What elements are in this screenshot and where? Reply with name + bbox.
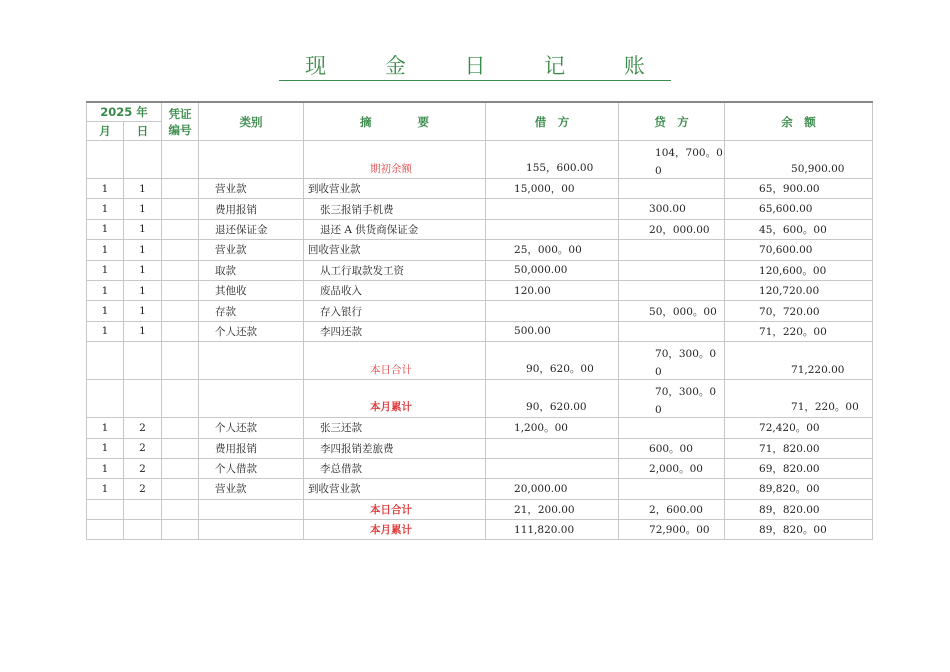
cell-month: 1 [87,301,124,321]
cell-debit: 90，620.00 [486,380,619,418]
cell-balance: 89，820。00 [725,520,873,540]
cell-category: 营业款 [199,240,304,260]
cell-summary: 本日合计 [304,342,486,380]
cell-debit: 120.00 [486,280,619,300]
cell-month: 1 [87,479,124,499]
cell-balance: 65,600.00 [725,199,873,219]
cell-summary: 到收营业款 [304,479,486,499]
cell-voucher [162,418,199,438]
cell-voucher [162,499,199,519]
cell-debit: 1,200。00 [486,418,619,438]
cell-month [87,342,124,380]
cell-category: 个人借款 [199,458,304,478]
cell-category [199,499,304,519]
cell-category [199,380,304,418]
cell-category: 营业款 [199,179,304,199]
credit-line-1: 70，300。0 [655,386,717,399]
cell-month [87,499,124,519]
cell-balance: 70,600.00 [725,240,873,260]
cell-debit [486,199,619,219]
cell-day: 1 [124,199,162,219]
cell-summary: 李四还款 [304,321,486,341]
cell-summary: 回收营业款 [304,240,486,260]
cell-debit [486,219,619,239]
table-row [87,240,873,260]
cell-credit: 600。00 [619,438,725,458]
table-row [87,458,873,478]
cell-category: 取款 [199,260,304,280]
cell-balance: 50,900.00 [725,141,873,179]
cell-voucher [162,301,199,321]
cell-month [87,380,124,418]
cell-month: 1 [87,438,124,458]
table-row [87,499,873,519]
cell-month [87,141,124,179]
cell-category: 个人还款 [199,418,304,438]
cell-day [124,380,162,418]
cell-month: 1 [87,260,124,280]
table-row [87,380,873,418]
cell-credit: 72,900。00 [619,520,725,540]
table-row [87,179,873,199]
table-row [87,260,873,280]
table-row [87,199,873,219]
cell-day: 1 [124,240,162,260]
cell-voucher [162,199,199,219]
cell-day: 1 [124,280,162,300]
cell-voucher [162,438,199,458]
cell-balance: 71,220.00 [725,342,873,380]
table-row [87,418,873,438]
cell-voucher [162,141,199,179]
table-row [87,342,873,380]
table-row [87,321,873,341]
cell-summary: 张三还款 [304,418,486,438]
cell-balance: 45，600。00 [725,219,873,239]
cell-credit [619,280,725,300]
cell-voucher [162,179,199,199]
cell-day: 1 [124,179,162,199]
cell-balance: 70，720.00 [725,301,873,321]
cell-credit [619,321,725,341]
credit-line-2: 0 [655,165,662,177]
cell-day [124,342,162,380]
cell-category: 退还保证金 [199,219,304,239]
cell-credit: 2,000。00 [619,458,725,478]
cell-balance: 89,820。00 [725,479,873,499]
cell-summary: 废品收入 [304,280,486,300]
cell-debit [486,458,619,478]
cell-category: 存款 [199,301,304,321]
cell-credit [619,179,725,199]
table-row [87,141,873,179]
cell-day: 1 [124,321,162,341]
cell-day [124,499,162,519]
cell-voucher [162,260,199,280]
cell-balance: 65，900.00 [725,179,873,199]
cell-summary: 退还 A 供货商保证金 [304,219,486,239]
table-row [87,280,873,300]
cell-summary: 存入银行 [304,301,486,321]
table-row [87,301,873,321]
header-credit: 贷 方 [619,102,725,141]
cell-balance: 71，220。00 [725,380,873,418]
cell-day [124,141,162,179]
table-row [87,520,873,540]
cell-month: 1 [87,240,124,260]
cell-month: 1 [87,199,124,219]
cell-voucher [162,479,199,499]
cell-balance: 71，820.00 [725,438,873,458]
cell-voucher [162,520,199,540]
cell-debit: 111,820.00 [486,520,619,540]
credit-line-1: 70，300。0 [655,348,717,361]
cell-credit [619,260,725,280]
cell-voucher [162,219,199,239]
cell-category: 费用报销 [199,438,304,458]
header-year: 2025 年 [87,102,162,122]
cell-debit: 90，620。00 [486,342,619,380]
header-debit: 借 方 [486,102,619,141]
cell-balance: 89，820.00 [725,499,873,519]
cash-journal-table [86,101,873,540]
cell-day: 1 [124,301,162,321]
cell-category: 其他收 [199,280,304,300]
cell-credit: 300.00 [619,199,725,219]
cell-month: 1 [87,321,124,341]
cell-day: 1 [124,219,162,239]
page-title: 现 金 日 记 账 [0,50,950,80]
header-day: 日 [124,122,162,141]
table-row [87,479,873,499]
cell-voucher [162,380,199,418]
cell-summary: 期初余额 [304,141,486,179]
credit-line-2: 0 [655,404,662,417]
cell-voucher [162,240,199,260]
cell-voucher [162,280,199,300]
cell-summary: 本月累计 [304,380,486,418]
cell-debit: 21，200.00 [486,499,619,519]
cell-credit [619,240,725,260]
cell-summary: 李四报销差旅费 [304,438,486,458]
credit-line-2: 0 [655,366,662,379]
header-voucher: 凭证 编号 [162,102,199,141]
cell-day: 2 [124,479,162,499]
cell-credit [619,380,725,418]
cell-balance: 120,720.00 [725,280,873,300]
cell-debit: 50,000.00 [486,260,619,280]
cell-voucher [162,458,199,478]
cell-voucher [162,321,199,341]
cell-category: 费用报销 [199,199,304,219]
cell-day: 2 [124,438,162,458]
cell-summary: 到收营业款 [304,179,486,199]
cell-debit: 20,000.00 [486,479,619,499]
header-summary: 摘 要 [304,102,486,141]
cell-month: 1 [87,418,124,438]
cell-credit [619,342,725,380]
cell-category: 个人还款 [199,321,304,341]
header-category: 类别 [199,102,304,141]
cell-balance: 69，820.00 [725,458,873,478]
cell-category [199,342,304,380]
cell-month: 1 [87,458,124,478]
credit-line-1: 104，700。0 [655,147,723,159]
cell-debit [486,438,619,458]
cell-debit: 500.00 [486,321,619,341]
cell-balance: 120,600。00 [725,260,873,280]
cell-credit [619,479,725,499]
cell-voucher [162,342,199,380]
cell-category [199,141,304,179]
cell-debit: 25，000。00 [486,240,619,260]
header-month: 月 [87,122,124,141]
cell-month: 1 [87,219,124,239]
cell-category: 营业款 [199,479,304,499]
cell-day [124,520,162,540]
cell-credit: 20，000.00 [619,219,725,239]
table-row [87,438,873,458]
cell-credit: 2，600.00 [619,499,725,519]
cell-day: 2 [124,418,162,438]
cell-balance: 71，220。00 [725,321,873,341]
cell-month: 1 [87,280,124,300]
cell-summary: 本日合计 [304,499,486,519]
cell-credit [619,141,725,179]
cell-summary: 李总借款 [304,458,486,478]
cell-summary: 从工行取款发工资 [304,260,486,280]
table-row [87,219,873,239]
cell-category [199,520,304,540]
header-balance: 余 额 [725,102,873,141]
cell-day: 1 [124,260,162,280]
cell-day: 2 [124,458,162,478]
cell-debit: 155，600.00 [486,141,619,179]
cell-credit [619,418,725,438]
cell-debit [486,301,619,321]
cell-summary: 本月累计 [304,520,486,540]
cell-balance: 72,420。00 [725,418,873,438]
cell-summary: 张三报销手机费 [304,199,486,219]
cell-month: 1 [87,179,124,199]
cell-credit: 50，000。00 [619,301,725,321]
cell-debit: 15,000，00 [486,179,619,199]
cell-month [87,520,124,540]
